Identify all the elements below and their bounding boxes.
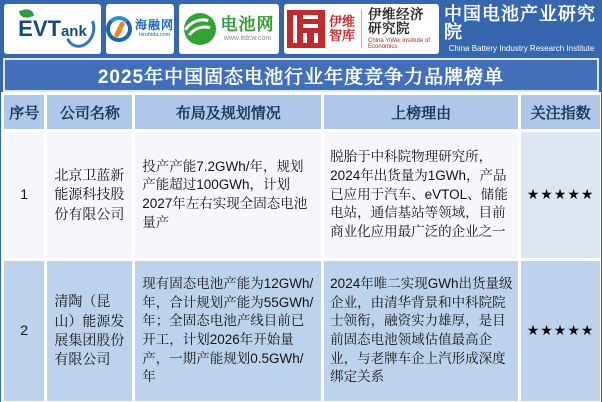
header-row <box>4 95 600 129</box>
evtank-text-sub: ank <box>60 23 87 40</box>
yiwei-name-en: China YiWei Institute of Economics <box>368 38 430 50</box>
ranking-table <box>1 92 601 402</box>
cell-company: 清陶（昆山）能源发展集团股份有限公司 <box>47 261 132 401</box>
cell-plan: 投产产能7.2GWh/年，规划产能超过100GWh，计划2027年左右实现全固态电池量产 <box>135 132 321 258</box>
yiwei-badge-line2: 智库 <box>329 28 356 43</box>
table-row <box>4 132 600 258</box>
cell-reason: 2024年唯二实现GWh出货量级企业，由清华背景和中科院院士领衔，融资实力雄厚，是目前固态电池领域估值最高企业，与老牌车企上汽形成深度绑定关系 <box>324 261 518 401</box>
col-header-reason: 上榜理由 <box>324 95 518 129</box>
itdcw-globe-icon <box>184 13 216 45</box>
yiwei-badge-line1: 伊维 <box>329 14 356 30</box>
itdcw-logo <box>179 4 279 54</box>
itdcw-name: 电池网 <box>220 15 275 34</box>
cell-plan: 现有固态电池产能为12GWh/年，合计规划产能为55GWh/年；全固态电池产线目前已开工，计划2026年开始量产，一期产能规划0.5GWh/年 <box>135 261 321 401</box>
cbiri-name: 中国电池产业研究院 <box>444 4 596 42</box>
cell-company: 北京卫蓝新能源科技股份有限公司 <box>47 132 132 258</box>
cell-rating-stars: ★★★★★ <box>521 261 600 401</box>
yiwei-divider <box>361 10 362 48</box>
title-bar <box>3 58 599 92</box>
evtank-logo <box>4 4 101 54</box>
hirohida-name: 海融网 <box>135 18 174 33</box>
cell-rating-stars: ★★★★★ <box>521 132 600 258</box>
table-row <box>4 261 600 401</box>
yiwei-seal-icon <box>287 10 325 48</box>
col-header-company: 公司名称 <box>47 95 132 129</box>
yiwei-name: 伊维经济研究院 <box>368 7 425 36</box>
hirohida-logo <box>106 4 174 54</box>
page-title: 2025年中国固态电池行业年度竞争力品牌榜单 <box>97 66 505 88</box>
cbiri-name-en: China Battery Industry Research Institute <box>448 44 595 53</box>
col-header-plan: 布局及规划情况 <box>135 95 321 129</box>
cell-reason: 脱胎于中科院物理研究所，2024年出货量为1GWh，产品已应用于汽车、eVTOL、储能电站，通信基站等领域，目前商业化应用最广泛的企业之一 <box>324 132 518 258</box>
hirohida-swirl-icon <box>106 16 132 42</box>
cell-index: 2 <box>4 261 44 401</box>
evtank-wordmark <box>18 18 87 40</box>
itdcw-domain: www.itdcw.com <box>223 35 272 42</box>
ranking-table-wrap <box>1 92 601 402</box>
col-header-rating: 关注指数 <box>521 95 600 129</box>
cbiri-logo <box>444 4 599 54</box>
hirohida-domain: hirohida.com <box>138 32 171 39</box>
yiwei-logo <box>284 4 439 54</box>
cell-index: 1 <box>4 132 44 258</box>
evtank-text-main: EVT <box>18 16 61 41</box>
col-header-index: 序号 <box>4 95 44 129</box>
logo-strip <box>2 3 600 56</box>
